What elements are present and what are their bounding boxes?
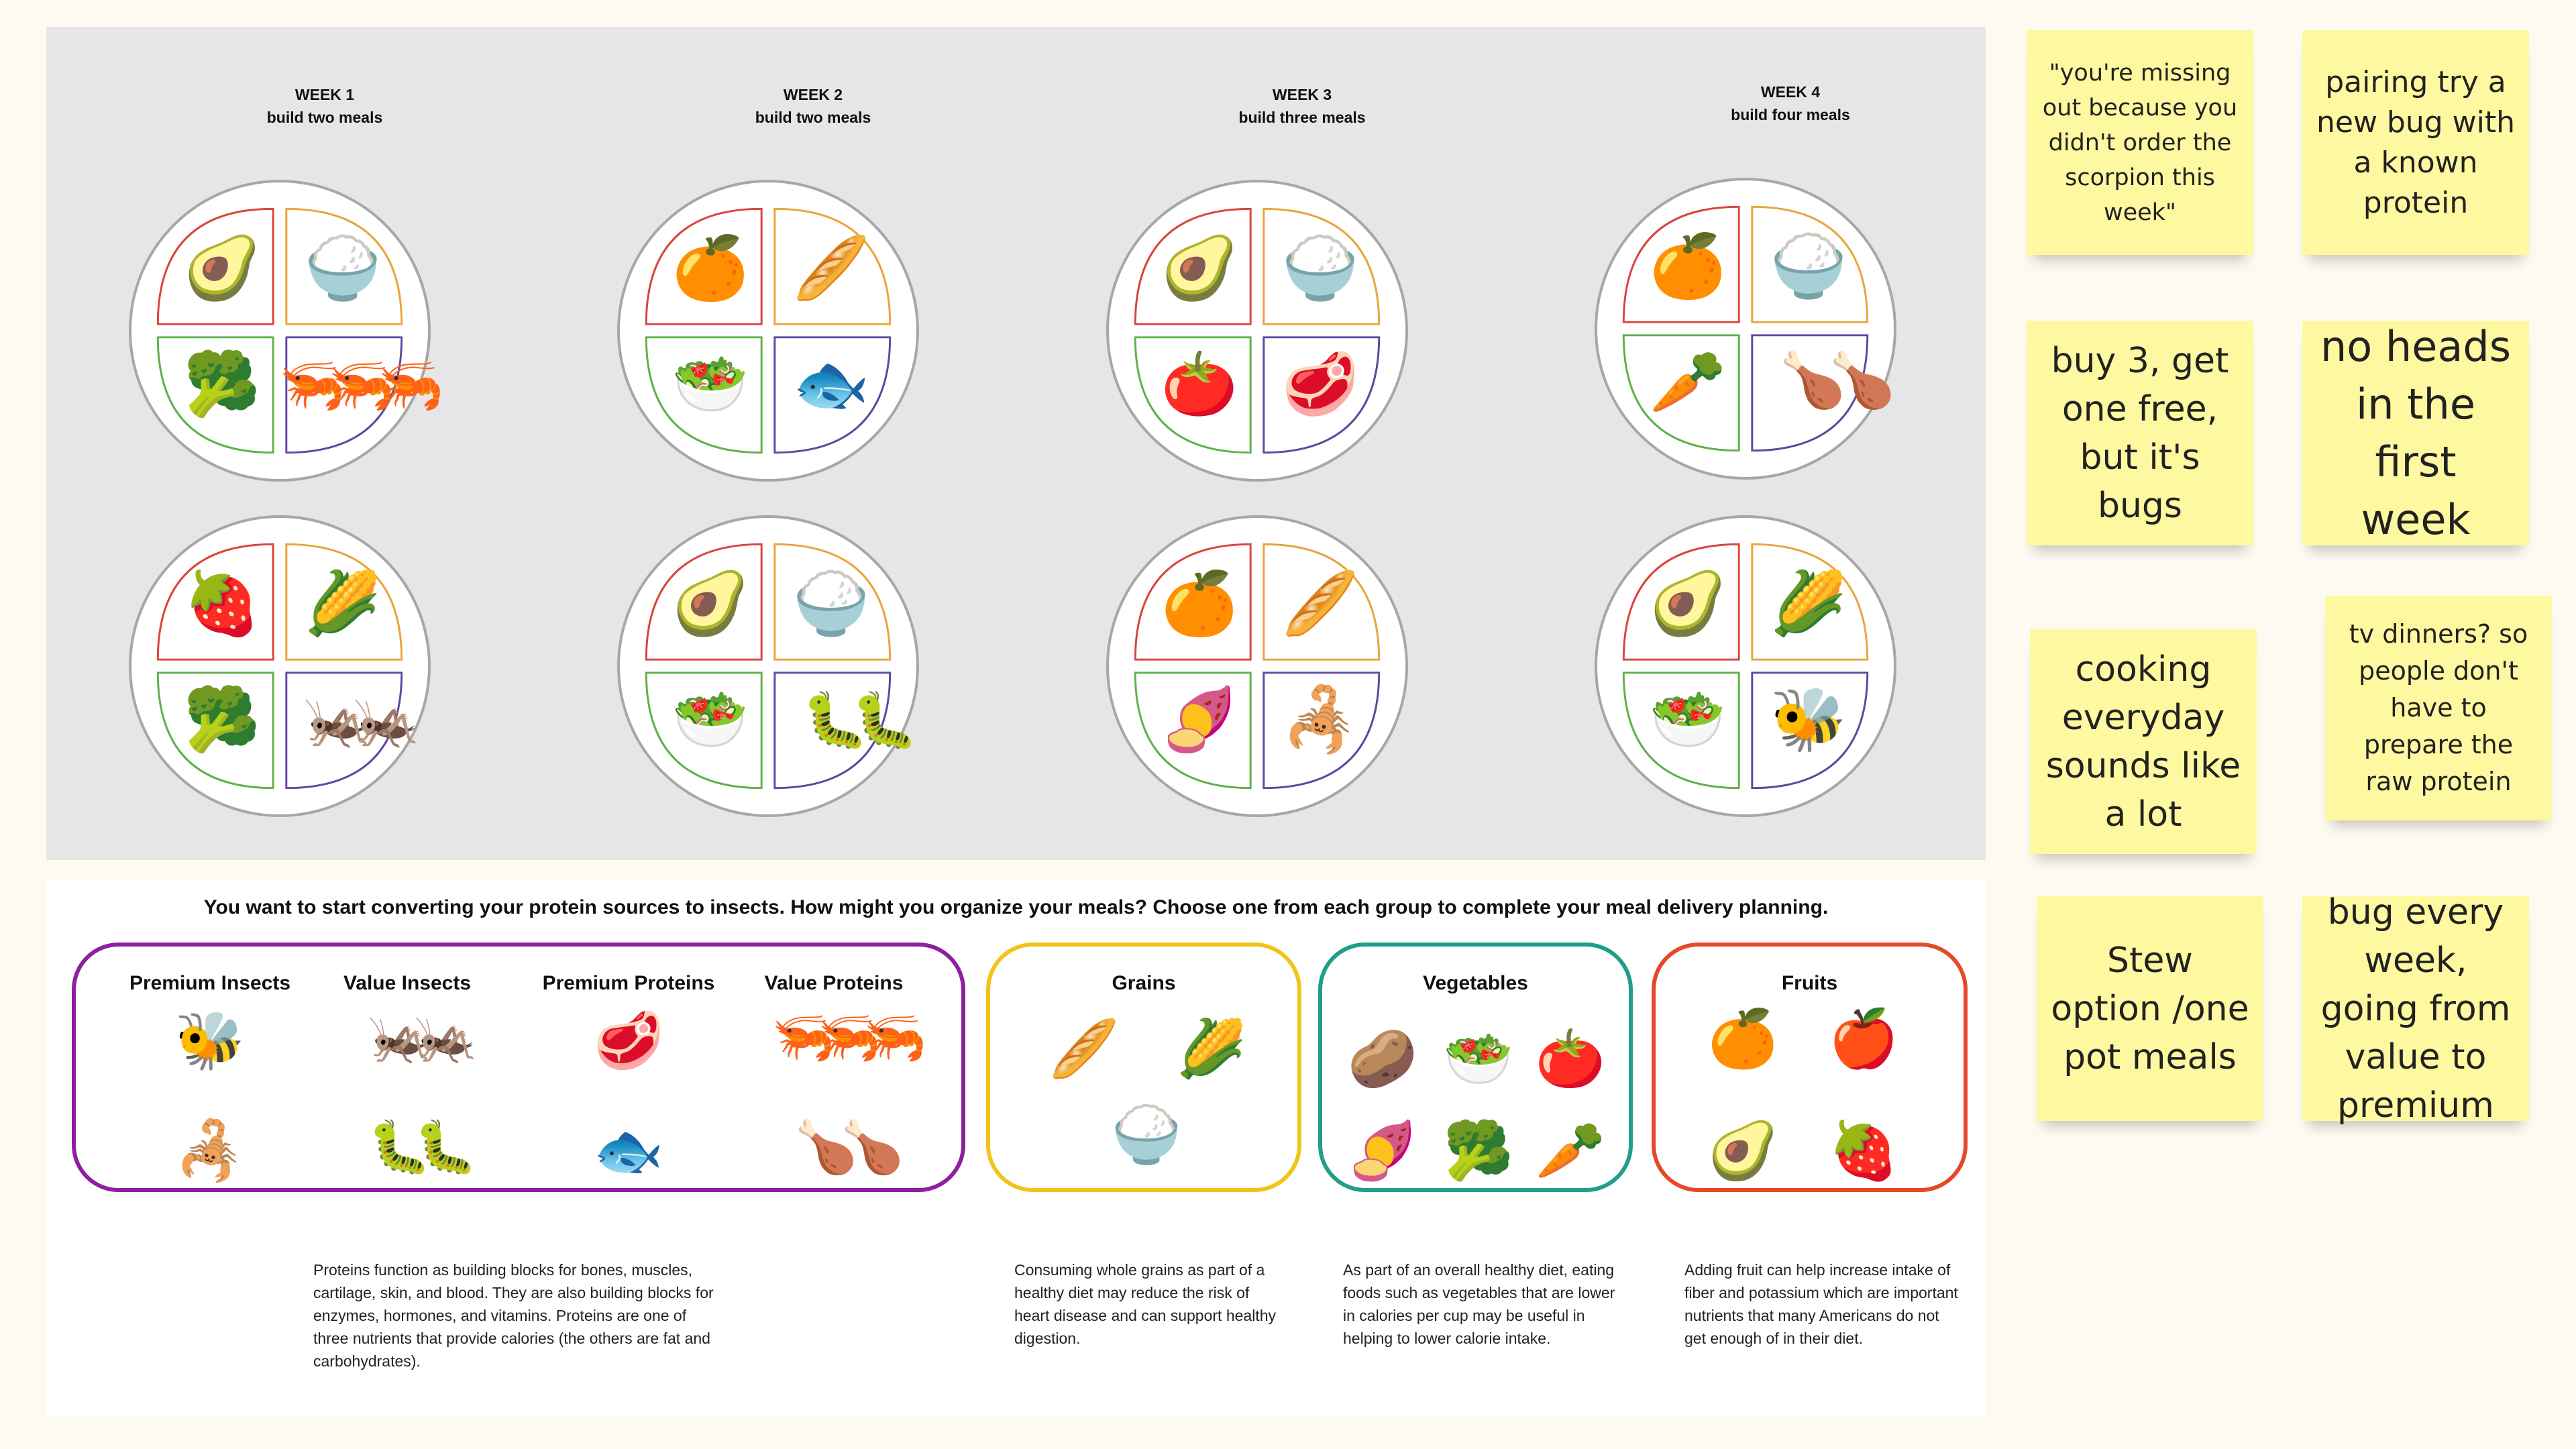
plate-week3-meal1[interactable]	[1106, 180, 1408, 482]
plate-quadrants	[620, 518, 916, 814]
sticky-note[interactable]: tv dinners? so people don't have to prepare the raw protein	[2325, 596, 2552, 820]
plate-quadrants	[1597, 518, 1894, 814]
food-bottom-left[interactable]: 🍅	[1161, 350, 1238, 419]
vegetables-title: Vegetables	[1423, 972, 1528, 994]
food-top-right[interactable]: 🥖	[1281, 570, 1359, 638]
proteins-group	[72, 943, 965, 1192]
sticky-note[interactable]: Stew option /one pot meals	[2037, 896, 2263, 1121]
week-header	[1134, 83, 1470, 129]
food-top-right[interactable]: 🌽	[1770, 570, 1847, 638]
plate-quadrants	[1109, 182, 1405, 479]
plate-week4-meal2[interactable]	[1595, 515, 1896, 817]
food-bottom-right[interactable]: 🦐🦐🦐	[278, 355, 427, 415]
broccoli-item[interactable]: 🥦	[1443, 1119, 1514, 1182]
food-top-left[interactable]: 🥑	[183, 234, 261, 303]
fruits-title: Fruits	[1781, 972, 1838, 994]
plate-week1-meal2[interactable]	[129, 515, 431, 817]
shrimp-item[interactable]: 🦐🦐🦐	[771, 1009, 910, 1066]
vegetables-group	[1318, 943, 1633, 1192]
instructions-prompt: You want to start converting your protein sources to insects. How might you organize your meals? Choose one from each group to complete your meal delivery planning.	[203, 896, 1829, 918]
fruits-description: Adding fruit can help increase intake of fiber and potassium which are important nutrients that many Americans do not get enough of in their diet.	[1684, 1261, 1958, 1347]
food-bottom-left[interactable]: 🥦	[183, 350, 261, 419]
food-top-left[interactable]: 🍊	[1161, 570, 1238, 638]
food-bottom-left[interactable]: 🥗	[672, 350, 749, 419]
food-top-left[interactable]: 🥑	[1161, 234, 1238, 303]
sticky-note[interactable]: pairing try a new bug with a known protein	[2302, 30, 2529, 255]
food-top-right[interactable]: 🍚	[304, 234, 382, 303]
food-bottom-right[interactable]: 🦗🦗	[303, 690, 402, 750]
food-bottom-left[interactable]: 🥗	[672, 686, 749, 754]
food-bottom-right[interactable]: 🍗🍗	[1779, 350, 1878, 410]
food-bottom-left[interactable]: 🥦	[183, 686, 261, 754]
food-bottom-left[interactable]: 🥗	[1649, 686, 1727, 754]
food-bottom-right[interactable]: 🐝	[1770, 686, 1847, 754]
value-proteins-title: Value Proteins	[764, 972, 904, 994]
food-top-left[interactable]: 🥑	[1649, 570, 1727, 638]
tomato-item[interactable]: 🍅	[1535, 1027, 1606, 1090]
food-bottom-right[interactable]: 🥩	[1281, 350, 1359, 419]
premium-proteins-title: Premium Proteins	[542, 972, 715, 994]
premium-insects-title: Premium Insects	[129, 972, 291, 994]
food-bottom-right[interactable]: 🐛🐛	[802, 690, 901, 750]
grains-group	[986, 943, 1301, 1192]
food-bottom-right[interactable]: 🦂	[1281, 686, 1359, 754]
week-header	[645, 83, 981, 129]
proteins-description: Proteins function as building blocks for bones, muscles, cartilage, skin, and blood. They are also building blocks for enzymes, hormones, and vitamins. Proteins are one of three nutrients that provide calories (the others are fat and carbohydrates).	[313, 1261, 714, 1370]
week-header	[157, 83, 492, 129]
food-bottom-right[interactable]: 🐟	[792, 350, 870, 419]
plate-quadrants	[1109, 518, 1405, 814]
food-top-right[interactable]: 🍚	[792, 570, 870, 638]
bread-item[interactable]: 🥖	[1049, 1017, 1120, 1080]
scorpion-item[interactable]: 🦂	[174, 1119, 246, 1182]
grains-description: Consuming whole grains as part of a healthy diet may reduce the risk of heart disease and can support healthy digestion.	[1014, 1261, 1276, 1347]
sticky-note[interactable]: buy 3, get one free, but it's bugs	[2027, 321, 2253, 545]
rice-item[interactable]: 🍚	[1111, 1103, 1182, 1166]
food-top-right[interactable]: 🥖	[792, 234, 870, 303]
week-subtitle: build two meals	[755, 109, 871, 126]
chicken-legs-item[interactable]: 🍗🍗	[794, 1119, 887, 1176]
potato-item[interactable]: 🥔	[1347, 1027, 1418, 1090]
bee-item[interactable]: 🐝	[174, 1009, 246, 1072]
sticky-note[interactable]: cooking everyday sounds like a lot	[2030, 629, 2257, 854]
carrot-item[interactable]: 🥕	[1535, 1119, 1606, 1182]
value-insects-title: Value Insects	[343, 972, 472, 994]
crickets-item[interactable]: 🦗🦗	[368, 1009, 460, 1066]
plate-quadrants	[131, 518, 428, 814]
food-top-right[interactable]: 🍚	[1770, 232, 1847, 301]
week-subtitle: build three meals	[1238, 109, 1366, 126]
food-top-right[interactable]: 🍚	[1281, 234, 1359, 303]
steak-item[interactable]: 🥩	[593, 1009, 664, 1072]
salad-item[interactable]: 🥗	[1443, 1027, 1514, 1090]
food-top-left[interactable]: 🍓	[183, 570, 261, 638]
week-subtitle: build four meals	[1731, 106, 1850, 123]
plate-quadrants	[1597, 180, 1894, 477]
plate-week1-meal1[interactable]	[129, 180, 431, 482]
avocado-item[interactable]: 🥑	[1707, 1119, 1778, 1182]
sticky-note[interactable]: no heads in the first week	[2302, 321, 2529, 545]
strawberry-item[interactable]: 🍓	[1828, 1119, 1899, 1182]
larvae-item[interactable]: 🐛🐛	[368, 1119, 460, 1176]
sticky-note[interactable]: bug every week, going from value to premium	[2302, 896, 2529, 1121]
plate-week2-meal1[interactable]	[617, 180, 919, 482]
food-top-left[interactable]: 🍊	[1649, 232, 1727, 301]
food-top-right[interactable]: 🌽	[304, 570, 382, 638]
food-groups-board	[46, 880, 1986, 1415]
sticky-note[interactable]: "you're missing out because you didn't order the scorpion this week"	[2027, 30, 2253, 255]
week-title: WEEK 1	[294, 86, 355, 103]
week-subtitle: build two meals	[266, 109, 383, 126]
week-header	[1623, 80, 1958, 126]
plate-week4-meal1[interactable]	[1595, 178, 1896, 480]
week-title: WEEK 3	[1272, 86, 1332, 103]
food-top-left[interactable]: 🍊	[672, 234, 749, 303]
fruits-group	[1652, 943, 1968, 1192]
food-top-left[interactable]: 🥑	[672, 570, 749, 638]
plate-week3-meal2[interactable]	[1106, 515, 1408, 817]
plate-week2-meal2[interactable]	[617, 515, 919, 817]
fish-item[interactable]: 🐟	[593, 1119, 664, 1182]
orange-item[interactable]: 🍊	[1707, 1007, 1778, 1070]
plate-quadrants	[620, 182, 916, 479]
plate-quadrants	[131, 182, 428, 479]
food-bottom-left[interactable]: 🥕	[1649, 348, 1727, 417]
food-bottom-left[interactable]: 🍠	[1161, 686, 1238, 754]
week-title: WEEK 2	[783, 86, 843, 103]
sweet-potato-item[interactable]: 🍠	[1347, 1119, 1418, 1182]
vegetables-description: As part of an overall healthy diet, eating foods such as vegetables that are lower in calories per cup may be useful in helping to lower calorie intake.	[1343, 1261, 1615, 1347]
grains-title: Grains	[1112, 972, 1176, 994]
corn-item[interactable]: 🌽	[1176, 1017, 1247, 1080]
week-title: WEEK 4	[1760, 83, 1821, 101]
apple-item[interactable]: 🍎	[1828, 1007, 1899, 1070]
weeks-board	[46, 27, 1986, 860]
